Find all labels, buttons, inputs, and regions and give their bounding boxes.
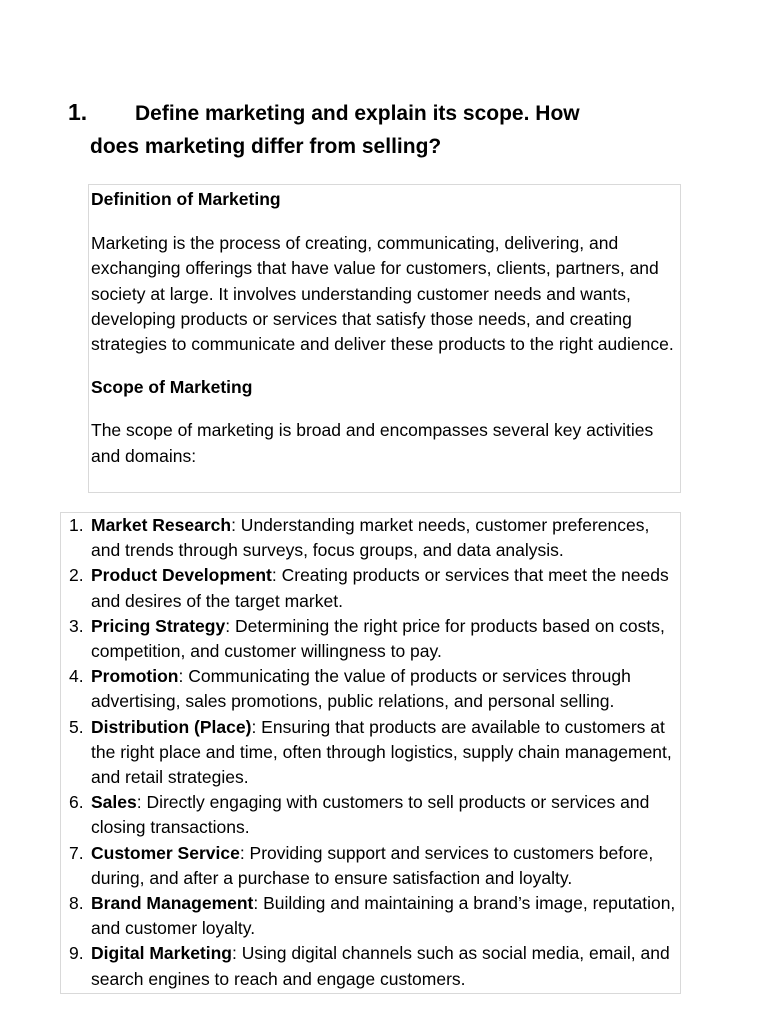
list-desc: : Building and maintaining a brand’s image, reputation, and customer loyalty.	[91, 893, 676, 939]
definition-heading: Definition of Marketing	[91, 189, 281, 209]
list-item	[61, 664, 680, 714]
list-term: Product Development	[91, 565, 272, 586]
list-number: 4.	[69, 666, 84, 687]
list-number: 5.	[69, 716, 84, 737]
list-number: 8.	[69, 893, 84, 914]
list-number: 3.	[69, 615, 84, 636]
list-item	[61, 841, 680, 891]
question-heading	[68, 96, 708, 163]
list-desc: : Determining the right price for products based on costs, competition, and customer willingness to pay.	[91, 615, 665, 662]
list-term: Digital Marketing	[91, 943, 232, 964]
list-term: Brand Management	[91, 893, 254, 914]
definition-box	[88, 184, 681, 493]
list-item	[61, 891, 680, 941]
list-item	[61, 513, 680, 563]
list-desc: : Using digital channels such as social media, email, and search engines to reach and engage customers.	[91, 943, 670, 989]
list-desc: : Providing support and services to customers before, during, and after a purchase to ensure satisfaction and loyalty.	[91, 842, 654, 888]
list-number: 6.	[69, 792, 84, 813]
list-item	[61, 563, 680, 613]
list-desc: : Communicating the value of products or services through advertising, sales promotions, public relations, and personal selling.	[91, 666, 631, 712]
list-number: 2.	[69, 565, 84, 586]
list-term: Promotion	[91, 666, 179, 687]
list-item	[61, 941, 680, 991]
list-number: 9.	[69, 943, 84, 964]
list-desc: : Understanding market needs, customer preferences, and trends through surveys, focus groups, and data analysis.	[91, 515, 650, 561]
scope-list	[61, 513, 680, 992]
list-item	[61, 790, 680, 840]
list-desc: : Creating products or services that meet the needs and desires of the target market.	[91, 565, 669, 611]
list-desc: : Ensuring that products are available to customers at the right place and time, often through logistics, supply chain management, and retail strategies.	[91, 716, 672, 788]
list-term: Pricing Strategy	[91, 615, 226, 636]
list-number: 7.	[69, 842, 84, 863]
list-term: Market Research	[91, 515, 232, 535]
question-line-2: does marketing differ from selling?	[90, 135, 442, 158]
scope-heading: Scope of Marketing	[91, 377, 253, 398]
list-desc: : Directly engaging with customers to sell products or services and closing transactions.	[91, 792, 650, 838]
question-line-1: Define marketing and explain its scope. How	[135, 102, 580, 125]
scope-intro: The scope of marketing is broad and encompasses several key activities and domains:	[91, 420, 654, 466]
list-number: 1.	[69, 515, 84, 535]
list-term: Customer Service	[91, 842, 240, 863]
question-number: 1.	[68, 99, 88, 125]
definition-text: Marketing is the process of creating, communicating, delivering, and exchanging offerings that have value for customers, clients, partners, and society at large. It involves understanding customer needs and wants, developing products or services that satisfy those needs, and creating strategies to communicate and deliver these products to the right audience.	[91, 233, 674, 355]
scope-list-box	[60, 512, 681, 994]
list-item	[61, 715, 680, 791]
list-item	[61, 614, 680, 664]
list-term: Sales	[91, 792, 137, 813]
list-term: Distribution (Place)	[91, 716, 252, 737]
